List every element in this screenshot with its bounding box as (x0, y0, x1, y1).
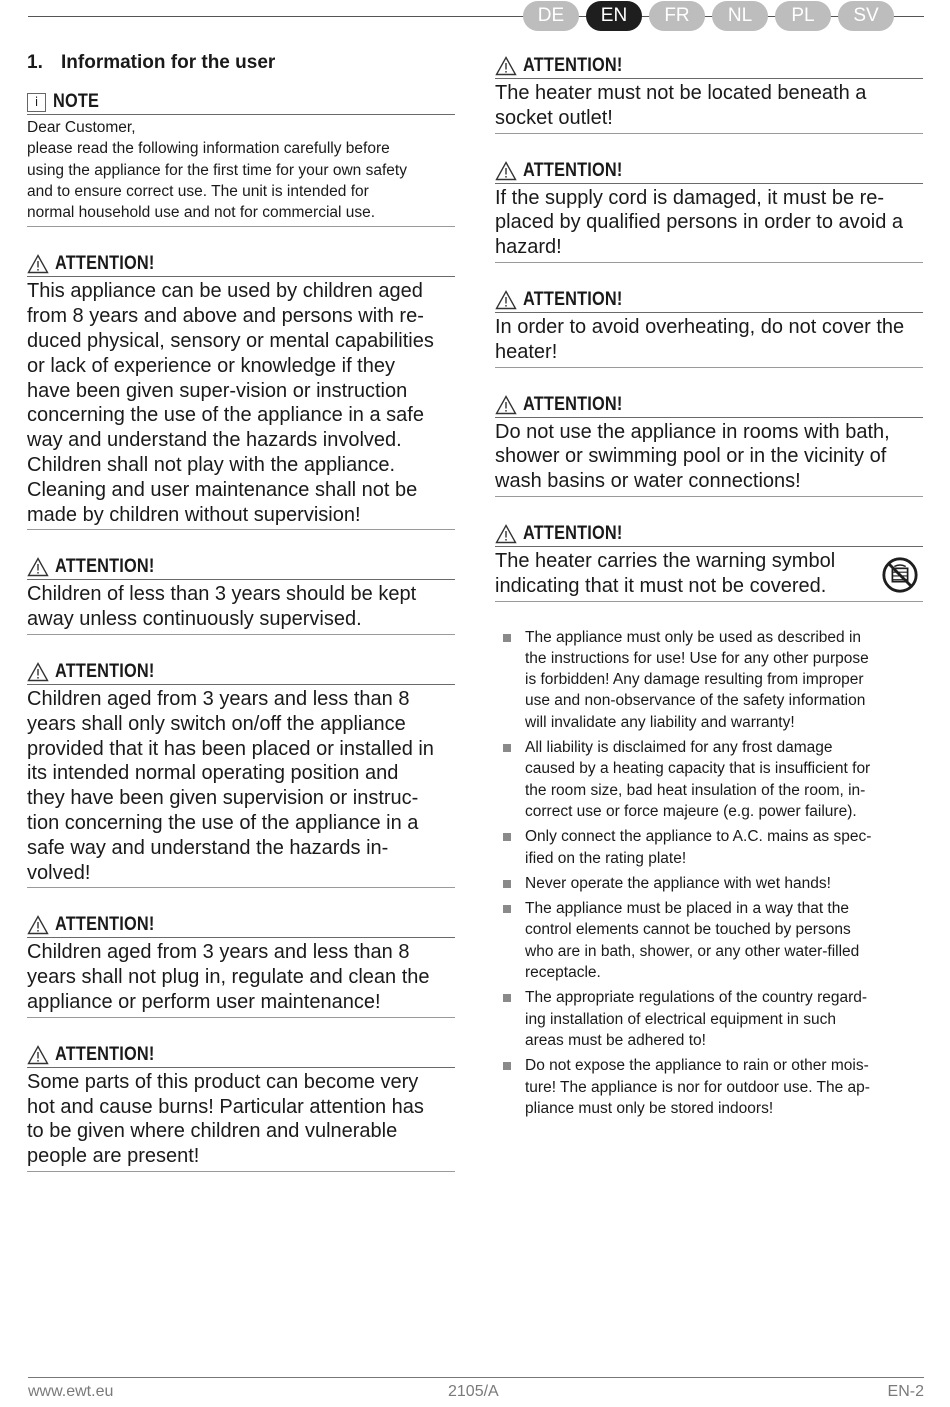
warning-line: way and understand the hazards involved. (27, 429, 402, 452)
warning-block (27, 556, 455, 635)
warning-line: placed by qualified persons in order to avoid a (495, 211, 904, 234)
right-warning-list (495, 55, 923, 497)
bullet-line: pliance must only be stored indoors! (525, 1099, 774, 1117)
section-number: 1. (27, 52, 43, 73)
warning-text (495, 420, 923, 496)
bullet-line: The appropriate regulations of the country regard- (525, 989, 868, 1007)
warning-heading (495, 160, 923, 184)
spacer (27, 227, 455, 253)
info-icon: i (27, 93, 46, 112)
bullet-line: Never operate the appliance with wet hands! (525, 874, 831, 892)
language-tabs (523, 1, 894, 31)
tab-lang-en[interactable]: EN (586, 1, 642, 31)
warning-heading (495, 523, 923, 547)
warning-text (27, 279, 455, 529)
warning-line: This appliance can be used by children aged (27, 280, 423, 303)
warning-block (27, 914, 455, 1017)
warning-heading-label: ATTENTION! (55, 1043, 155, 1065)
bullet-line: caused by a heating capacity that is insufficient for (525, 760, 871, 778)
warning-triangle-icon (495, 56, 517, 76)
warning-text (27, 687, 455, 887)
warning-block (495, 160, 923, 263)
note-text (27, 117, 455, 226)
bullet-item (495, 1055, 923, 1119)
left-warning-list (27, 227, 455, 1172)
warning-triangle-icon (495, 524, 517, 544)
bullet-item (495, 826, 923, 869)
section-heading (27, 52, 455, 74)
warning-triangle-icon (27, 662, 49, 682)
warning-line: from 8 years and above and persons with re- (27, 305, 424, 328)
bullet-line: the instructions for use! Use for any other purpose (525, 649, 869, 667)
tab-lang-fr[interactable]: FR (649, 1, 705, 31)
bullet-line: All liability is disclaimed for any frost damage (525, 739, 833, 757)
spacer (27, 1018, 455, 1044)
bullet-line: control elements cannot be touched by persons (525, 921, 851, 939)
warning-line: safe way and understand the hazards in- (27, 836, 389, 859)
spacer (495, 368, 923, 394)
note-line: Dear Customer, (27, 119, 136, 136)
warning-block (495, 394, 923, 497)
warning-heading-label: ATTENTION! (523, 55, 623, 76)
warning-heading (495, 394, 923, 418)
bullet-line: Only connect the appliance to A.C. mains as spec- (525, 828, 872, 846)
warning-heading (495, 55, 923, 79)
warning-line: Children shall not play with the appliance. (27, 454, 395, 477)
warning-text (495, 81, 923, 133)
bullet-line: ture! The appliance is nor for outdoor use. The ap- (525, 1078, 870, 1096)
bullet-line: ing installation of electrical equipment in such (525, 1010, 837, 1028)
bullet-item (495, 627, 923, 733)
warning-line: Children of less than 3 years should be kept (27, 583, 417, 606)
bullet-item (495, 737, 923, 822)
warning-triangle-icon (495, 395, 517, 415)
warning-text (27, 940, 455, 1016)
spacer (27, 635, 455, 661)
tab-lang-nl[interactable]: NL (712, 1, 768, 31)
warning-heading-label: ATTENTION! (523, 159, 623, 181)
warning-line: wash basins or water connections! (495, 470, 801, 493)
warning-heading-label: ATTENTION! (55, 661, 155, 683)
symbol-warning-row (495, 549, 923, 601)
warning-line: years shall not plug in, regulate and clean the (27, 966, 430, 989)
spacer (27, 530, 455, 556)
warning-triangle-icon (495, 161, 517, 181)
warning-block (495, 289, 923, 368)
warning-line: appliance or perform user maintenance! (27, 991, 381, 1014)
warning-line: volved! (27, 861, 91, 884)
warning-line: have been given super-vision or instruction (27, 379, 408, 402)
warning-line: or lack of experience or knowledge if they (27, 354, 395, 377)
left-column (27, 52, 455, 1172)
tab-lang-de[interactable]: DE (523, 1, 579, 31)
note-line: normal household use and not for commercial use. (27, 204, 376, 222)
footer-website[interactable]: www.ewt.eu (28, 1383, 114, 1400)
warning-line: indicating that it must not be covered. (495, 574, 827, 597)
warning-line: to be given where children and vulnerable (27, 1120, 398, 1143)
note-block (27, 91, 455, 227)
warning-line: Cleaning and user maintenance shall not be (27, 478, 418, 501)
bullet-item (495, 898, 923, 983)
warning-heading (27, 914, 455, 938)
bullet-line: Do not expose the appliance to rain or other mois- (525, 1057, 869, 1075)
footer-page-number: EN-2 (887, 1383, 924, 1400)
note-heading-label: NOTE (53, 91, 100, 112)
warning-line: In order to avoid overheating, do not cover the (495, 315, 905, 338)
bullet-line: The appliance must only be used as described in (525, 628, 862, 646)
warning-line: duced physical, sensory or mental capabilities (27, 330, 434, 353)
warning-heading-label: ATTENTION! (523, 522, 623, 544)
warning-heading-label: ATTENTION! (55, 914, 155, 936)
warning-heading-label: ATTENTION! (523, 288, 623, 310)
do-not-cover-icon (881, 556, 919, 594)
bullet-line: use and non-observance of the safety information (525, 692, 866, 710)
warning-heading-label: ATTENTION! (55, 253, 155, 275)
section-title: Information for the user (61, 52, 276, 73)
warning-line: The heater carries the warning symbol (495, 549, 836, 572)
warning-line: hazard! (495, 236, 562, 259)
bullet-line: the room size, bad heat insulation of the room, in- (525, 781, 866, 799)
warning-line: Children aged from 3 years and less than 8 (27, 941, 410, 964)
warning-block (27, 661, 455, 888)
warning-line: years shall only switch on/off the appliance (27, 712, 406, 735)
warning-triangle-icon (495, 290, 517, 310)
warning-triangle-icon (27, 254, 49, 274)
warning-block (27, 1044, 455, 1172)
note-heading (27, 91, 455, 115)
warning-heading (27, 253, 455, 277)
warning-line: heater! (495, 340, 558, 363)
spacer (495, 134, 923, 160)
bullet-line: ified on the rating plate! (525, 849, 687, 867)
warning-text (495, 315, 923, 367)
footer-doc-code: 2105/A (448, 1383, 499, 1400)
note-line: please read the following information carefully before (27, 140, 390, 158)
warning-line: The heater must not be located beneath a (495, 82, 867, 104)
warning-line: people are present! (27, 1145, 200, 1168)
warning-text (495, 186, 923, 262)
note-line: and to ensure correct use. The unit is intended for (27, 182, 369, 200)
spacer (495, 263, 923, 289)
warning-heading (27, 1044, 455, 1068)
warning-heading-label: ATTENTION! (523, 393, 623, 415)
spacer (495, 497, 923, 523)
warning-line: made by children without supervision! (27, 503, 361, 526)
warning-block (27, 253, 455, 530)
warning-triangle-icon (27, 557, 49, 577)
spacer (27, 888, 455, 914)
bullet-line: is forbidden! Any damage resulting from improper (525, 671, 864, 689)
bullet-line: who are in bath, shower, or any other water-filled (525, 942, 860, 960)
warning-text (495, 549, 835, 601)
warning-line: If the supply cord is damaged, it must be re- (495, 186, 885, 209)
symbol-warning-block (495, 523, 923, 602)
warning-line: they have been given supervision or instruc- (27, 787, 419, 810)
warning-block (495, 55, 923, 134)
warning-line: hot and cause burns! Particular attention has (27, 1095, 424, 1118)
bullet-item (495, 987, 923, 1051)
safety-bullet-list (495, 627, 923, 1120)
warning-heading (495, 289, 923, 313)
warning-line: its intended normal operating position and (27, 762, 399, 785)
warning-text (27, 582, 455, 634)
bullet-item (495, 873, 923, 894)
warning-heading (27, 556, 455, 580)
warning-line: Children aged from 3 years and less than 8 (27, 688, 410, 711)
warning-line: shower or swimming pool or in the vicinity of (495, 445, 887, 468)
right-column (495, 55, 923, 1123)
warning-line: concerning the use of the appliance in a safe (27, 404, 424, 427)
bullet-line: correct use or force majeure (e.g. power failure). (525, 802, 857, 820)
warning-triangle-icon (27, 1045, 49, 1065)
tab-lang-sv[interactable]: SV (838, 1, 894, 31)
footer-rule (28, 1377, 924, 1378)
warning-line: Do not use the appliance in rooms with bath, (495, 420, 890, 443)
warning-text (27, 1070, 455, 1171)
bullet-line: areas must be adhered to! (525, 1031, 706, 1049)
warning-line: tion concerning the use of the appliance in a (27, 812, 419, 835)
bullet-line: The appliance must be placed in a way that the (525, 900, 849, 918)
warning-line: Some parts of this product can become very (27, 1070, 419, 1093)
warning-line: away unless continuously supervised. (27, 608, 362, 631)
note-line: using the appliance for the first time for your own safety (27, 161, 407, 179)
warning-line: provided that it has been placed or installed in (27, 737, 434, 760)
warning-line: socket outlet! (495, 106, 613, 129)
warning-triangle-icon (27, 915, 49, 935)
bullet-line: will invalidate any liability and warranty! (525, 713, 795, 731)
warning-heading-label: ATTENTION! (55, 556, 155, 578)
warning-heading (27, 661, 455, 685)
bullet-line: receptacle. (525, 964, 601, 982)
tab-lang-pl[interactable]: PL (775, 1, 831, 31)
